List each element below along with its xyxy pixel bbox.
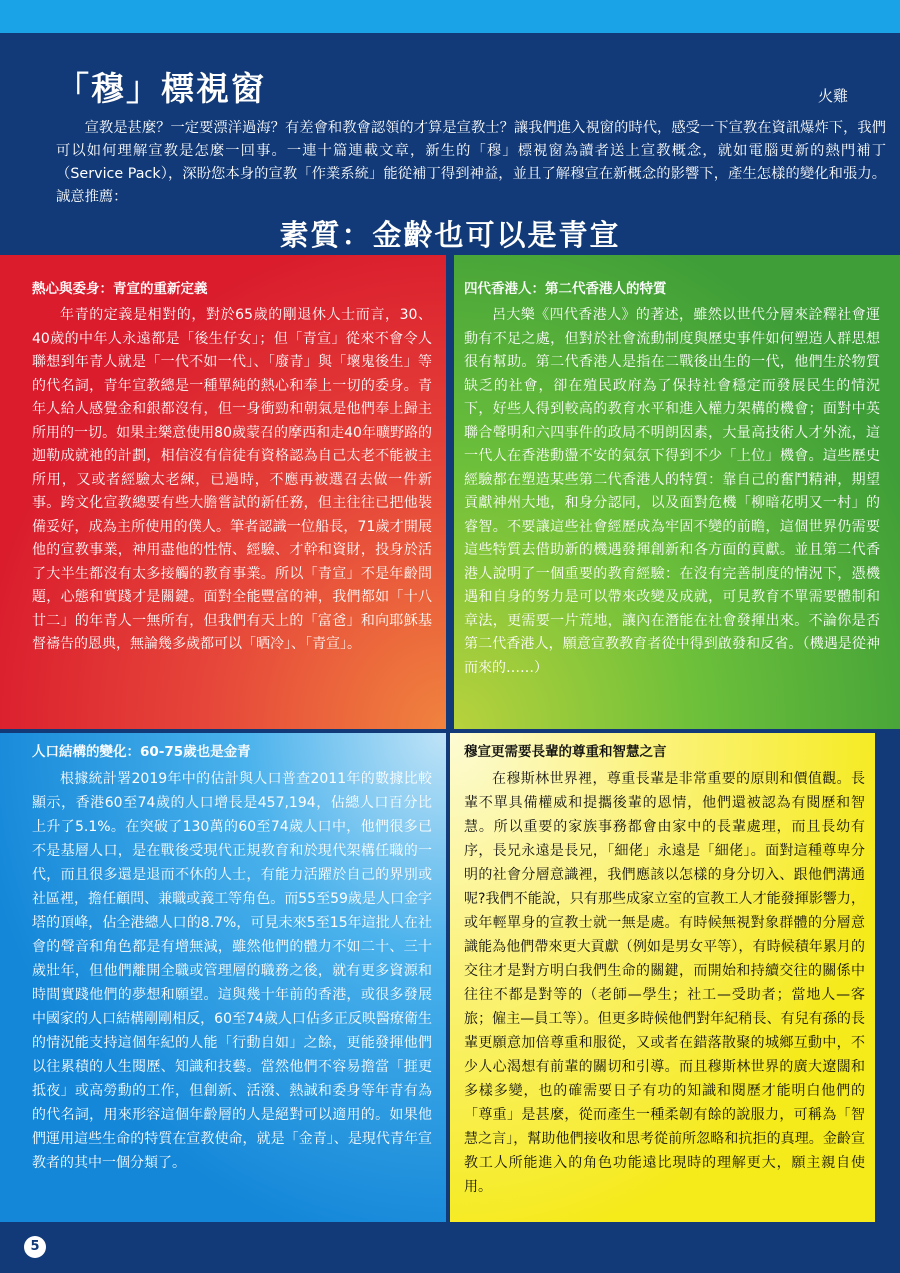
section-title: 穆宣更需要長輩的尊重和智慧之言 bbox=[464, 744, 667, 760]
article-headline: 素質：金齡也可以是青宣 bbox=[279, 218, 621, 252]
column-title: 「穆」標視窗 bbox=[56, 69, 266, 108]
section-title: 四代香港人：第二代香港人的特質 bbox=[464, 281, 667, 297]
top-color-strip bbox=[0, 0, 900, 33]
section-green-four-generations bbox=[454, 255, 900, 729]
section-body: 呂大樂《四代香港人》的著述，雖然以世代分層來詮釋社會運動有不足之處，但對於社會流動制度與歷史事件如何塑造人群思想很有幫助。第二代香港人是指在二戰後出生的一代，他們生於物質缺乏的社會，卻在殖民政府為了保持社會穩定而發展民生的情況下，好些人得到較高的教育水平和進入權力架構的機會；面對中英聯合聲明和六四事件的政局不明朗因素，大量高技術人才外流，這一代人在香港動盪不安的氣氛下得到不少「上位」機會。這些歷史經驗都在塑造某些第二代香港人的特質：靠自己的奮鬥精神，期望貢獻神州大地，和身分認同，以及面對危機「柳暗花明又一村」的睿智。不要讓這些社會經歷成為牢固不變的前瞻，這個世界仍需要這些特質去借助新的機遇發揮創新和各方面的貢獻。並且第二代香港人說明了一個重要的教育經驗：在沒有完善制度的情況下，憑機遇和自身的努力是可以帶來改變及成就，可見教育不單需要體制和章法，更需要一片荒地，讓內在潛能在社會發揮出來。不論你是否第二代香港人，願意宣教教育者從中得到啟發和反省。（機遇是從神而來的……） bbox=[464, 307, 880, 676]
section-yellow-elders-wisdom bbox=[450, 733, 875, 1222]
section-title: 熱心與委身：青宣的重新定義 bbox=[32, 281, 208, 297]
article-grid bbox=[0, 255, 900, 1222]
author-name: 火雞 bbox=[817, 87, 848, 105]
column-header bbox=[0, 33, 900, 255]
section-body: 根據統計署2019年中的估計與人口普查2011年的數據比較顯示，香港60至74歲的人口增長是457,194，佔總人口百分比上升了5.1%。在突破了130萬的60至74歲人口中，他們很多已不是基層人口，是在戰後受現代正規教育和於現代架構任職的一代，而且很多還是退而不休的人士，有能力活躍於自己的界別或社區裡，擔任顧問、兼職或義工等角色。而55至59歲是人口金字塔的頂峰，佔全港總人口的8.7%，可見未來5至15年這批人在社會的聲音和角色都是有增無減，雖然他們的體力不如二十、三十歲壯年，但他們離開全職或管理層的職務之後，就有更多資源和時間實踐他們的夢想和願望。這與幾十年前的香港，或很多發展中國家的人口結構剛剛相反，60至74歲人口佔多正反映醫療衛生的情況能支持這個年紀的人能「行動自如」之餘，更能發揮他們以往累積的人生閱歷、知識和技藝。當然他們不容易擔當「捱更抵夜」或高勞動的工作，但創新、活潑、熱誠和委身等年青有為的代名詞，用來形容這個年齡層的人是絕對可以適用的。如果他們運用這些生命的特質在宣教使命，就是「金青」、是現代青年宣教者的其中一個分類了。 bbox=[32, 771, 432, 1171]
section-body: 在穆斯林世界裡，尊重長輩是非常重要的原則和價值觀。長輩不單具備權威和提攜後輩的恩情，他們還被認為有閱歷和智慧。所以重要的家族事務都會由家中的長輩處理，而且長幼有序，長兄永遠是長兄，「細佬」永遠是「細佬」。面對這種尊卑分明的社會分層意識裡，我們應該以怎樣的身分切入、跟他們溝通呢?我們不能說，只有那些成家立室的宣教工人才能發揮影響力，或年輕單身的宣教士就一無是處。有時候無視對象群體的分層意識能為他們帶來更大貢獻（例如是男女平等），有時候積年累月的交往才是對方明白我們生命的關鍵，而開始和持續交往的關係中往往不都是對等的（老師—學生；社工—受助者；當地人—客旅；僱主—員工等）。但更多時候他們對年紀稍長、有兒有孫的長輩更願意加倍尊重和服從，又或者在錯落散聚的城鄉互動中，不少人心渴想有前輩的關切和引導。而且穆斯林世界的廣大遼闊和多樣多變，也的確需要日子有功的知識和閱歷才能明白他們的「尊重」是甚麼，從而產生一種柔韌有餘的說服力，可稱為「智慧之言」，幫助他們接收和思考從前所忽略和抗拒的真理。金齡宣教工人所能進入的角色功能遠比現時的理解更大，願主親自使用。 bbox=[464, 771, 865, 1195]
section-blue-population bbox=[0, 733, 446, 1222]
section-body: 年青的定義是相對的，對於65歲的剛退休人士而言，30、40歲的中年人永遠都是「後生仔女」；但「青宣」從來不會令人聯想到年青人就是「一代不如一代」、「廢青」與「壞鬼後生」等的代名詞，青年宣教總是一種單純的熱心和奉上一切的委身。青年人給人感覺金和銀都沒有，但一身衝勁和朝氣是他們奉上歸主所用的一切。如果主樂意使用80歲蒙召的摩西和走40年曠野路的迦勒成就祂的計劃，相信沒有信徒有資格認為自己太老不能被主所用，又或者經驗太老練，已過時，不應再被選召去做一件新事。跨文化宣教總要有些大膽嘗試的新任務，但主往往已把他裝備妥好，成為主所使用的僕人。筆者認識一位船長，71歲才開展他的宣教事業，神用盡他的性情、經驗、才幹和資財，投身於活了大半生都沒有太多接觸的教育事業。所以「青宣」不是年齡問題，心態和實踐才是關鍵。面對全能豐富的神，我們都如「十八廿二」的年青人一無所有，但我們有天上的「富爸」和向耶穌基督禱告的恩典，無論幾多歲都可以「晒冷」、「青宣」。 bbox=[32, 307, 432, 652]
page-number: 5 bbox=[24, 1236, 46, 1258]
section-red-youth-mission bbox=[0, 255, 446, 729]
section-title: 人口結構的變化：60-75歲也是金青 bbox=[32, 744, 251, 760]
intro-paragraph: 宣教是甚麼？一定要漂洋過海？有差會和教會認領的才算是宣教士？讓我們進入視窗的時代，感受一下宣教在資訊爆炸下，我們可以如何理解宣教是怎麼一回事。一連十篇連載文章，新生的「穆」標視窗為讀者送上宣教概念，就如電腦更新的熱門補丁（Service Pack），深盼您本身的宣教「作業系統」能從補丁得到神益，並且了解穆宣在新概念的影響下，產生怎樣的變化和張力。誠意推薦： bbox=[56, 120, 886, 205]
